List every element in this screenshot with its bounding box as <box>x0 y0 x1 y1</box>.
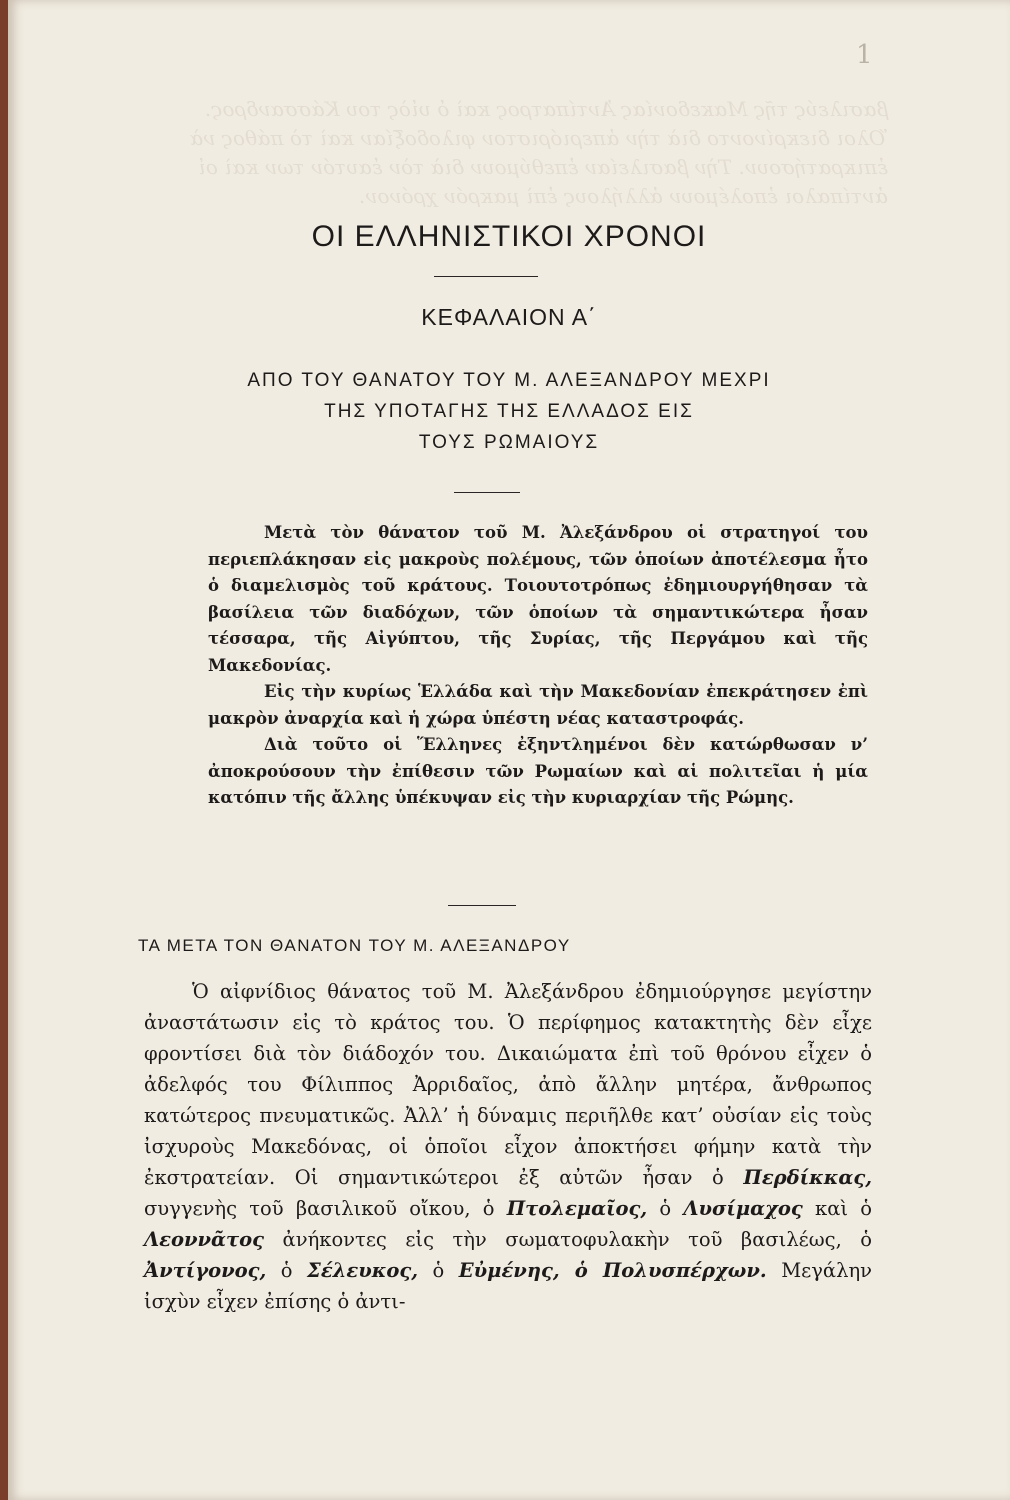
person-name: Πτολεμαῖος, <box>506 1197 648 1220</box>
summary-rule <box>448 905 516 906</box>
subtitle-rule <box>454 492 520 493</box>
body-text-run: καὶ ὁ <box>815 1197 872 1220</box>
page-number: 1 <box>856 40 873 70</box>
body-text-run: Μεγάλην ἰσχὺν εἶχεν ἐπίσης ὁ ἀντι- <box>144 1259 872 1313</box>
body-text-run: ἀνήκοντες εἰς τὴν σωματοφυλακὴν τοῦ βασιλέως, ὁ <box>282 1228 873 1251</box>
subtitle-line: ΑΠΟ ΤΟΥ ΘΑΝΑΤΟΥ ΤΟΥ Μ. ΑΛΕΞΑΝΔΡΟΥ ΜΕΧΡΙ <box>247 370 771 391</box>
body-paragraph <box>144 976 872 1317</box>
title-rule <box>434 276 538 277</box>
summary-paragraph: Εἰς τὴν κυρίως Ἑλλάδα καὶ τὴν Μακεδονίαν ἐπεκράτησεν ἐπὶ μακρὸν ἀναρχία καὶ ἡ χώρα ὑπέστη νέας καταστροφάς. <box>208 682 868 728</box>
person-name: Σέλευκος, <box>307 1259 419 1282</box>
chapter-summary <box>208 520 868 812</box>
chapter-subtitle <box>8 365 1010 458</box>
body-text-run: ὁ <box>432 1259 445 1282</box>
person-name: Περδίκκας, <box>743 1166 872 1189</box>
chapter-heading: ΚΕΦΑΛΑΙΟΝ Α΄ <box>421 304 597 330</box>
body-text <box>144 976 872 1317</box>
subtitle-line: ΤΗΣ ΥΠΟΤΑΓΗΣ ΤΗΣ ΕΛΛΑΔΟΣ ΕΙΣ <box>324 401 694 422</box>
body-text-run: ὁ <box>659 1197 672 1220</box>
page-title: ΟΙ ΕΛΛΗΝΙΣΤΙΚΟΙ ΧΡΟΝΟΙ <box>311 220 707 253</box>
summary-paragraph: Διὰ τοῦτο οἱ Ἕλληνες ἐξηντλημένοι δὲν κατώρθωσαν ν’ ἀποκρούσουν τὴν ἐπίθεσιν τῶν Ρωμαίων καὶ αἱ πολιτεῖαι ἡ μία κατόπιν τῆς ἄλλης ὑπέκυψαν εἰς τὴν κυριαρχίαν τῆς Ρώμης. <box>208 735 868 807</box>
person-name: Ἀντίγονος, <box>144 1259 267 1282</box>
body-text-run: συγγενὴς τοῦ βασιλικοῦ οἴκου, ὁ <box>144 1197 495 1220</box>
body-text-run: Ὁ αἰφνίδιος θάνατος τοῦ Μ. Ἀλεξάνδρου ἐδημιούργησε μεγίστην ἀναστάτωσιν εἰς τὸ κράτος του. Ὁ περίφημος κατακτητὴς δὲν εἶχε φροντίσει διὰ τὸν διάδοχόν του. Δικαιώματα ἐπὶ τοῦ θρόνου εἶχεν ὁ ἀδελφός του Φίλιππος Ἀρριδαῖος, ἀπὸ ἄλλην μητέρα, ἄνθρωπος κατώτερος πνευματικῶς. Ἀλλ’ ἡ δύναμις περιῆλθε κατ’ οὐσίαν εἰς τοὺς ἰσχυροὺς Μακεδόνας, οἱ ὁποῖοι εἶχον ἀποκτήσει φήμην κατὰ τὴν ἐκστρατείαν. Οἱ σημαντικώτεροι ἐξ αὐτῶν ἦσαν ὁ <box>144 980 872 1189</box>
person-name: Λυσίμαχος <box>683 1197 803 1220</box>
document-page <box>8 0 1010 1500</box>
body-text-run: ὁ <box>280 1259 293 1282</box>
person-name: Εὐμένης, ὁ Πολυσπέρχων. <box>458 1259 767 1282</box>
person-name: Λεοννᾶτος <box>144 1228 265 1251</box>
bleed-through-text: βασιλεύς τῆς Μακεδονίας Ἀντίπατρος καὶ ὁ υἱὸς του Κάσσανδρος. Ὅλοι διεκρίνοντο διὰ τὴν ἀπεριόριστον φιλοδοξίαν καὶ τὸ πάθος νὰ ἐπικρατήσουν. Τὴν βασιλείαν ἐπεθύμουν διὰ τὸν ἑαυτόν των καὶ οἱ ἀντίπαλοι ἐπολέμουν ἀλλήλους ἐπὶ μακρόν χρόνον. <box>189 97 888 208</box>
section-heading: ΤΑ ΜΕΤΑ ΤΟΝ ΘΑΝΑΤΟΝ ΤΟΥ Μ. ΑΛΕΞΑΝΔΡΟΥ <box>138 936 571 955</box>
subtitle-line: ΤΟΥΣ ΡΩΜΑΙΟΥΣ <box>418 432 600 453</box>
summary-paragraph: Μετὰ τὸν θάνατον τοῦ Μ. Ἀλεξάνδρου οἱ στρατηγοί του περιεπλάκησαν εἰς μακροὺς πολέμους, τῶν ὁποίων ἀποτέλεσμα ἦτο ὁ διαμελισμὸς τοῦ κράτους. Τοιουτοτρόπως ἐδημιουργήθησαν τὰ βασίλεια τῶν διαδόχων, τῶν ὁποίων τὰ σημαντικώτερα ἦσαν τέσσαρα, τῆς Αἰγύπτου, τῆς Συρίας, τῆς Περγάμου καὶ τῆς Μακεδονίας. <box>208 523 868 675</box>
